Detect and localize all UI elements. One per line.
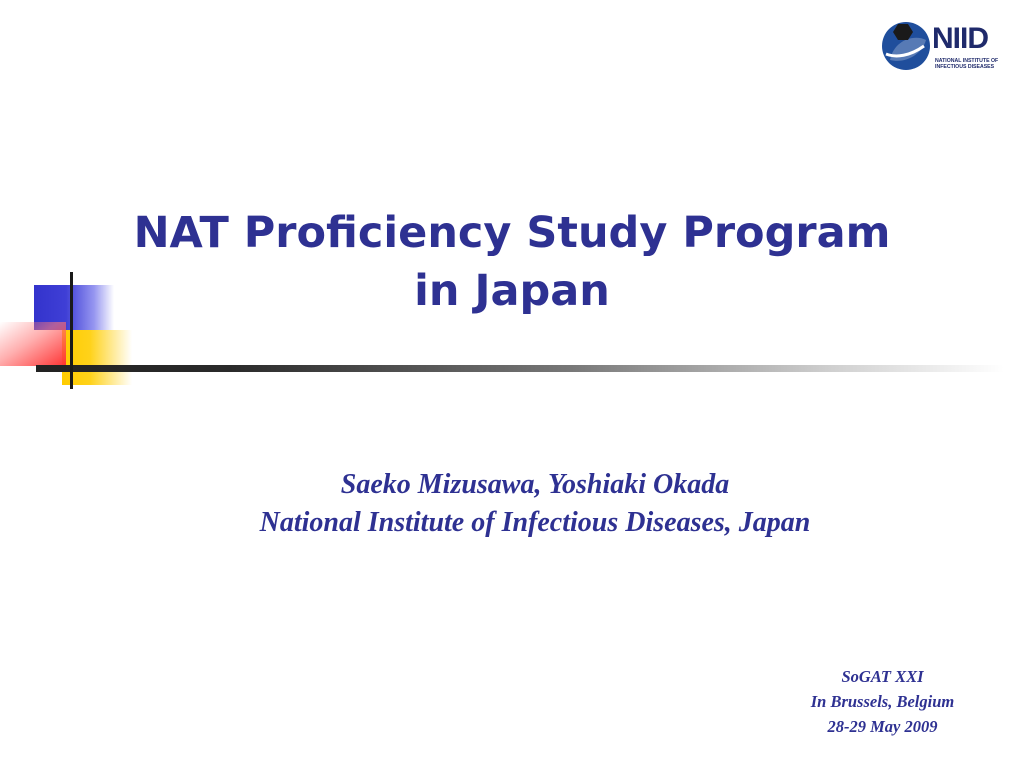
niid-logo-mark-icon (880, 20, 932, 72)
niid-logo (880, 18, 1008, 74)
author-affiliation: National Institute of Infectious Diseases, Japan (259, 507, 811, 538)
logo-subtitle: NATIONAL INSTITUTE OF INFECTIOUS DISEASES (935, 58, 999, 70)
slide-title (0, 204, 1024, 320)
decor-horizontal-rule (36, 365, 1004, 372)
author-names: Saeko Mizusawa, Yoshiaki Okada (340, 469, 730, 500)
title-line-2: in Japan (414, 266, 610, 316)
author-block (0, 466, 1024, 542)
logo-wordmark: NIID (932, 22, 988, 55)
event-location: In Brussels, Belgium (810, 692, 955, 711)
title-line-1: NAT Proficiency Study Program (133, 208, 891, 258)
event-name: SoGAT XXI (841, 667, 924, 686)
event-info (780, 664, 985, 739)
decor-red-square (0, 322, 66, 366)
event-date: 28-29 May 2009 (827, 717, 938, 736)
